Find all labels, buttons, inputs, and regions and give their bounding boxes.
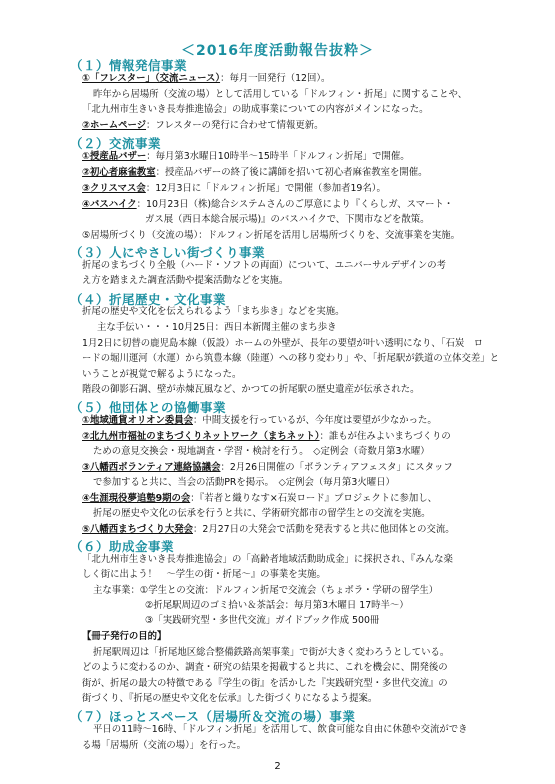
s5-item-3-label: ③八幡西ボランティア連絡協議会	[82, 462, 221, 473]
s4-line-6: 階段の御影石調、壁が赤煉瓦風など、かつての折尾駅の歴史遺産が伝承された。	[82, 384, 420, 395]
s2-item-2-label: ②初心者麻雀教室	[82, 167, 156, 178]
s2-item-4-text: ：10月23日（株)総合システムさんのご厚意により『くらしガ、スマート・	[136, 199, 454, 210]
s4-line-2: 主な手伝い・・・10月25日：西日本新聞主催のまち歩き	[97, 322, 337, 333]
s7-line-2: る場「居場所（交流の場）」を行った。	[82, 740, 247, 751]
page-number: 2	[274, 761, 281, 772]
s5-line-2	[82, 431, 451, 443]
s6-line-7: 折尾駅周辺は「折尾地区総合整備鉄路高架事業」で街が大きく変わろうとしている。	[93, 647, 450, 658]
s1-line-3: 「北九州市生きいき長寿推進協会」の助成事業についての内容がメインになった。	[82, 104, 429, 115]
s6-line-9: 街が、折尾の最大の特徴である『学生の街』を活かした『実践研究型・多世代交流』の	[82, 678, 448, 689]
s5-line-4	[82, 462, 453, 474]
s4-line-3: 1月2日に切替の鹿児島本線（仮設）ホームの外壁が、長年の要望が叶い透明になり、「石炭 ロ	[82, 338, 483, 349]
s5-line-5: で参加すると共に、当会の活動PRを掲示。 ◇定例会（毎月第3火曜日）	[93, 477, 395, 488]
s2-item-4-label: ④バスハイク	[82, 199, 137, 210]
s1-line-2: 昨年から居場所（交流の場）として活用している「ドルフィン・折尾」に関することや、	[93, 89, 468, 100]
s1-item-2-text: ：フレスターの発行に合わせて情報更新。	[146, 120, 324, 131]
s5-line-1	[82, 415, 437, 427]
s2-line-2	[82, 167, 427, 179]
s4-line-1: 折尾の歴史や文化を伝えられるよう「まち歩き」などを実施。	[82, 306, 345, 317]
s5-line-3: ための意見交換会・現地調査・学習・検討を行う。 ◇定例会（奇数月第3水曜）	[93, 446, 430, 457]
section-2-heading: （２）交流事業	[70, 136, 162, 151]
section-1-heading: （１）情報発信事業	[70, 58, 188, 73]
section-7-heading: （７）ほっとスペース（居場所＆交流の場）事業	[70, 709, 356, 724]
section-4-heading: （４）折尾歴史・文化事業	[70, 292, 227, 307]
s6-line-4: ②折尾駅周辺のゴミ拾い＆茶話会：毎月第3木曜日 17時半〜）	[145, 600, 409, 611]
s2-line-4	[82, 199, 453, 211]
s2-item-1-label: ①授産品バザー	[82, 151, 147, 162]
s5-line-7: 折尾の歴史や文化の伝承を行うと共に、学術研究都市の留学生との交流を実施。	[93, 508, 431, 519]
s6-line-3: 主な事業：①学生との交流：ドルフィン折尾で交流会（ちょボラ・学研の留学生）	[93, 585, 439, 596]
s5-item-5-text: ：2月27日の大発会で活動を発表すると共に他団体との交流。	[192, 524, 455, 535]
s6-line-10: 街づくり、『折尾の歴史や文化を伝承』した街づくりになるよう提案。	[82, 693, 378, 704]
s5-item-3-text: ：2月26日開催の「ボランティアフェスタ」にスタッフ	[220, 462, 453, 473]
s1-item-2-label: ②ホームページ	[82, 120, 147, 131]
s2-line-1	[82, 151, 410, 163]
s5-item-4-text: ：『若者と織りなす×石炭ロード』プロジェクトに参加し、	[190, 493, 437, 504]
s5-item-4-label: ④生涯現役夢追塾9期の会	[82, 493, 191, 504]
section-3-heading: （３）人にやさしい街づくり事業	[70, 245, 266, 260]
s2-item-2-text: ：授産品バザーの終了後に講師を招いて初心者麻雀教室を開催。	[155, 167, 428, 178]
s6-line-5: ③「実践研究型・多世代交流」ガイドブック作成 500冊	[145, 615, 380, 626]
s5-line-6	[82, 493, 437, 505]
s2-item-1-text: ：毎月第3水曜日10時半〜15時半「ドルフィン折尾」で開催。	[146, 151, 410, 162]
s2-item-3-label: ③クリスマス会	[82, 183, 146, 194]
s1-item-1-text: ：毎月一回発行（12回）。	[220, 73, 331, 84]
s7-line-1: 平日の11時〜16時、「ドルフィン折尾」を活用して、飲食可能な自由に休憩や交流ができ	[93, 724, 468, 735]
s2-item-3-text: ：12月3日に「ドルフィン折尾」で開催（参加者19名）。	[145, 183, 386, 194]
s2-line-3	[82, 183, 386, 195]
section-6-heading: （６）助成金事業	[70, 539, 175, 554]
s1-line-4	[82, 120, 324, 132]
s5-line-8	[82, 524, 455, 536]
s1-line-1	[82, 73, 330, 85]
s6-line-8: どのように変わるのか、調査・研究の結果を掲載すると共に、これを機会に、開発後の	[82, 662, 448, 673]
section-5-heading: （５）他団体との協働事業	[70, 400, 227, 415]
s5-item-1-label: ①地域通貨オリオン委員会	[82, 415, 193, 426]
s1-item-1-label: ①「フレスター」（交流ニュース）	[82, 73, 221, 84]
s6-subheading: 【冊子発行の目的】	[82, 631, 167, 642]
s3-line-2: え方を踏まえた調査活動や提案活動などを実施。	[82, 275, 289, 286]
page-title: ＜2016年度活動報告抜粋＞	[181, 43, 374, 59]
s6-line-1: 「北九州市生きいき長寿推進協会」の「高齢者地域活動助成金」に採択され、『みんな楽	[82, 554, 453, 565]
s3-line-1: 折尾のまちづくり全般（ハード・ソフトの両面）について、ユニバーサルデザインの考	[82, 260, 447, 271]
s2-line-5: ガス展（西日本総合展示場)』のバスハイクで、下関市などを散策。	[145, 214, 430, 225]
s5-item-2-label: ②北九州市福祉のまちづくりネットワーク（まちネット）	[82, 431, 320, 442]
s5-item-5-label: ⑤八幡西まちづくり大発会	[82, 524, 193, 535]
s4-line-5: いうことが視覚で解るようになった。	[82, 369, 242, 380]
s6-line-2: しく街に出よう！ 〜学生の街・折尾〜』の事業を実施。	[82, 569, 326, 580]
s2-line-6: ⑤居場所づくり（交流の場）：ドルフィン折尾を活用し居場所づくりを、交流事業を実施。	[82, 230, 460, 241]
s4-line-4: ードの堀川運河（水運）から筑豊本線（陸運）への移り変わり」や、「折尾駅が鉄道の立体交差」と	[82, 353, 499, 364]
s5-item-1-text: ：中間支援を行っているが、今年度は要望が少なかった。	[192, 415, 437, 426]
s5-item-2-text: ：誰もが住みよいまちづくりの	[319, 431, 451, 442]
